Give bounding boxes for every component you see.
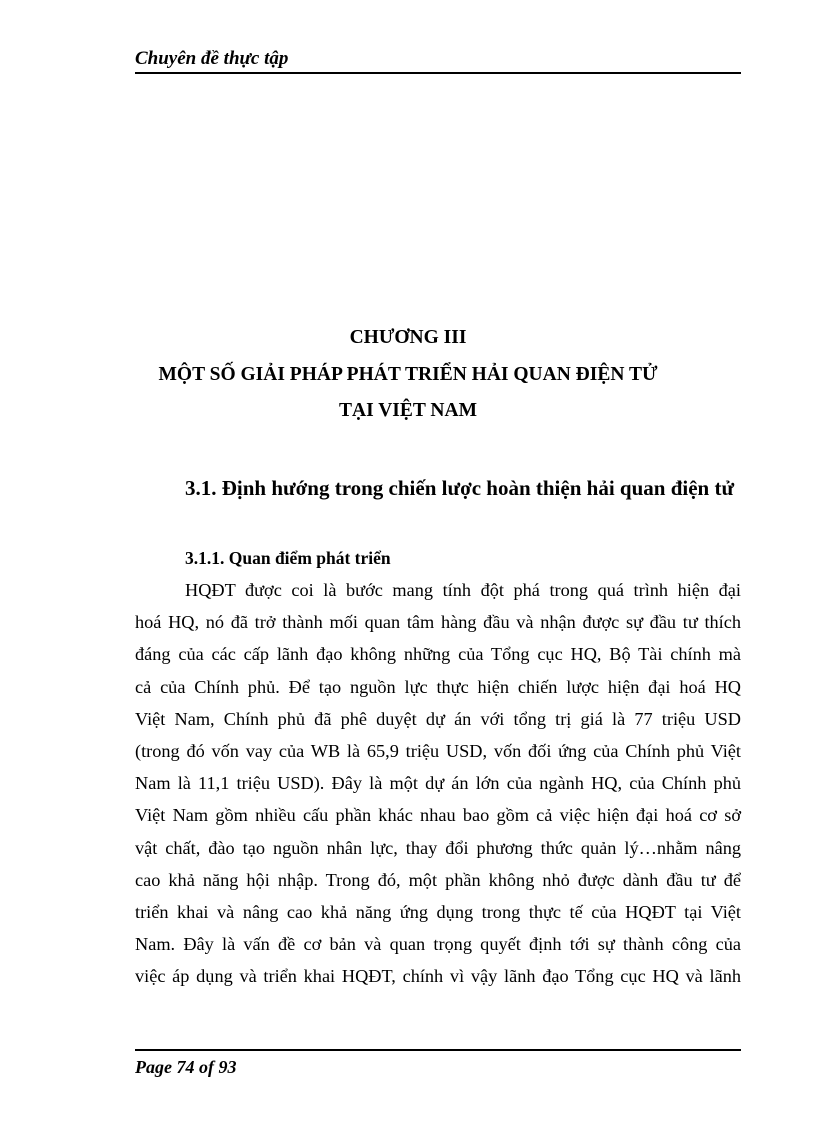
body-line: triển khai và nâng cao khả năng ứng dụng trong thực tế của HQĐT tại Việt [135,901,741,922]
body-line: đáng của các cấp lãnh đạo không những của Tổng cục HQ, Bộ Tài chính mà [135,644,741,665]
section-heading: 3.1. Định hướng trong chiến lược hoàn thiện hải quan điện tử [185,476,735,500]
body-line: cả của Chính phủ. Để tạo nguồn lực thực hiện chiến lược hiện đại hoá HQ [135,676,741,697]
body-paragraph [135,574,741,992]
page-number: Page 74 of 93 [135,1057,237,1077]
body-line: Việt Nam gồm nhiều cấu phần khác nhau bao gồm cả việc hiện đại hoá cơ sở [135,805,741,826]
body-line: cao khả năng hội nhập. Trong đó, một phần không nhỏ được dành đầu tư để [135,869,741,890]
body-line: Nam là 11,1 triệu USD). Đây là một dự án lớn của ngành HQ, của Chính phủ [135,773,741,794]
chapter-title-line1: MỘT SỐ GIẢI PHÁP PHÁT TRIỂN HẢI QUAN ĐIỆN TỬ [158,364,658,385]
page-footer [135,1049,741,1077]
body-line: (trong đó vốn vay của WB là 65,9 triệu USD, vốn đối ứng của Chính phủ Việt [135,740,741,761]
header-title: Chuyên đề thực tập [135,48,289,69]
body-line: việc áp dụng và triển khai HQĐT, chính vì vậy lãnh đạo Tổng cục HQ và lãnh [135,966,741,987]
page-header [135,46,741,74]
chapter-title-line2: TẠI VIỆT NAM [339,400,477,421]
body-line: Nam. Đây là vấn đề cơ bản và quan trọng quyết định tới sự thành công của [135,934,741,955]
body-line: Việt Nam, Chính phủ đã phê duyệt dự án với tổng trị giá là 77 triệu USD [135,708,741,729]
subsection-heading: 3.1.1. Quan điểm phát triển [185,548,391,568]
body-line: HQĐT được coi là bước mang tính đột phá trong quá trình hiện đại [185,580,741,600]
body-line: vật chất, đào tạo nguồn nhân lực, thay đổi phương thức quản lý…nhằm nâng [135,837,741,858]
body-line: hoá HQ, nó đã trở thành mối quan tâm hàng đầu và nhận được sự đầu tư thích [135,612,741,633]
chapter-number: CHƯƠNG III [349,327,467,348]
